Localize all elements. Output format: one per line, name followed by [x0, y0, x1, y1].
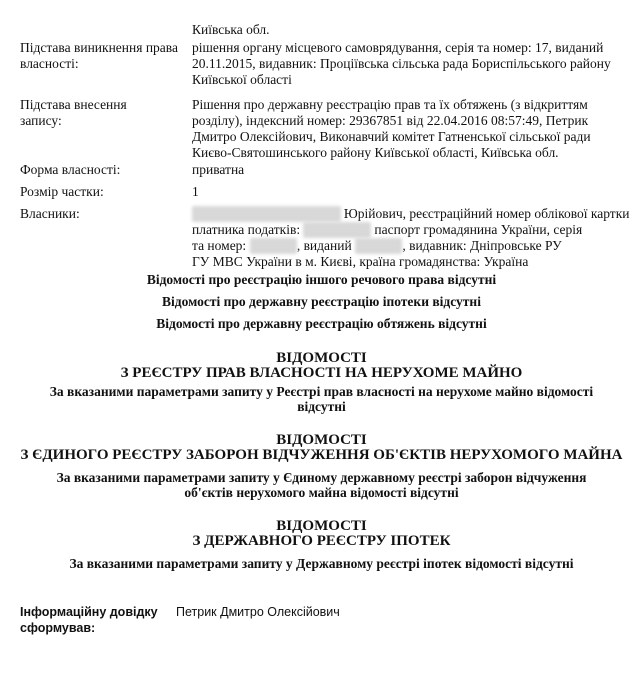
field-label-ownership-form: Форма власності:	[20, 162, 121, 177]
field-label-owners: Власники:	[20, 206, 80, 221]
section-subtitle-mortgages: З ДЕРЖАВНОГО РЕЄСТРУ ІПОТЕК	[192, 533, 451, 549]
section-title: ВІДОМОСТІ	[276, 350, 367, 366]
redacted-block	[192, 206, 341, 222]
field-label-share-size: Розмір частки:	[20, 184, 104, 199]
signature-name: Петрик Дмитро Олексійович	[176, 605, 340, 619]
region-text: Київська обл.	[192, 22, 270, 37]
section-title: ВІДОМОСТІ	[276, 518, 367, 534]
section-body-line: За вказаними параметрами запиту у Єдиному державному реєстрі заборон відчуження	[56, 470, 587, 485]
redacted-block	[303, 222, 371, 238]
section-subtitle-property-rights: З РЕЄСТРУ ПРАВ ВЛАСНОСТІ НА НЕРУХОМЕ МАЙНО	[120, 365, 523, 381]
field-value-ownership-basis: рішення органу місцевого самоврядування, серія та номер: 17, виданий 20.11.2015, видавник: Проціївська сільська рада Бориспільського району Київської області	[192, 40, 611, 87]
section-body-line: За вказаними параметрами запиту у Державному реєстрі іпотек відомості відсутні	[69, 556, 574, 571]
field-value-owners: Юрійович, реєстраційний номер облікової картки платника податків: паспорт громадянина України, серія та номер: , виданий , видавник: Дніпровське РУ ГУ МВС України в м. Києві, країна громадянства: Україна	[192, 206, 630, 269]
field-value-record-basis: Рішення про державну реєстрацію прав та їх обтяжень (з відкриттям розділу), індексний номер: 29367851 від 22.04.2016 08:57:49, Петрик Дмитро Олексійович, Виконавчий комітет Гатненської сільської ради Києво-Святошинського району Київської області, Київська обл.	[192, 97, 591, 160]
redacted-block	[355, 238, 402, 254]
signature-label: Інформаційну довідку сформував:	[20, 605, 158, 635]
field-label-ownership-basis: Підстава виникнення права власності:	[20, 40, 178, 71]
notice-mortgage: Відомості про державну реєстрацію іпотеки відсутні	[162, 294, 481, 309]
section-body-line: відсутні	[297, 399, 346, 414]
field-value-ownership-form: приватна	[192, 162, 245, 177]
section-title: ВІДОМОСТІ	[276, 432, 367, 448]
notice-encumbrances: Відомості про державну реєстрацію обтяжень відсутні	[156, 316, 487, 331]
field-value-share-size: 1	[192, 184, 199, 199]
notice-other-rights: Відомості про реєстрацію іншого речового права відсутні	[146, 272, 497, 287]
section-body-line: об'єктів нерухомого майна відомості відсутні	[184, 485, 459, 500]
redacted-block	[250, 238, 297, 254]
section-body-line: За вказаними параметрами запиту у Реєстрі прав власності на нерухоме майно відомості	[49, 384, 594, 399]
section-subtitle-alienation-bans: З ЄДИНОГО РЕЄСТРУ ЗАБОРОН ВІДЧУЖЕННЯ ОБ'ЄКТІВ НЕРУХОМОГО МАЙНА	[20, 447, 623, 463]
field-label-record-basis: Підстава внесення запису:	[20, 97, 127, 128]
